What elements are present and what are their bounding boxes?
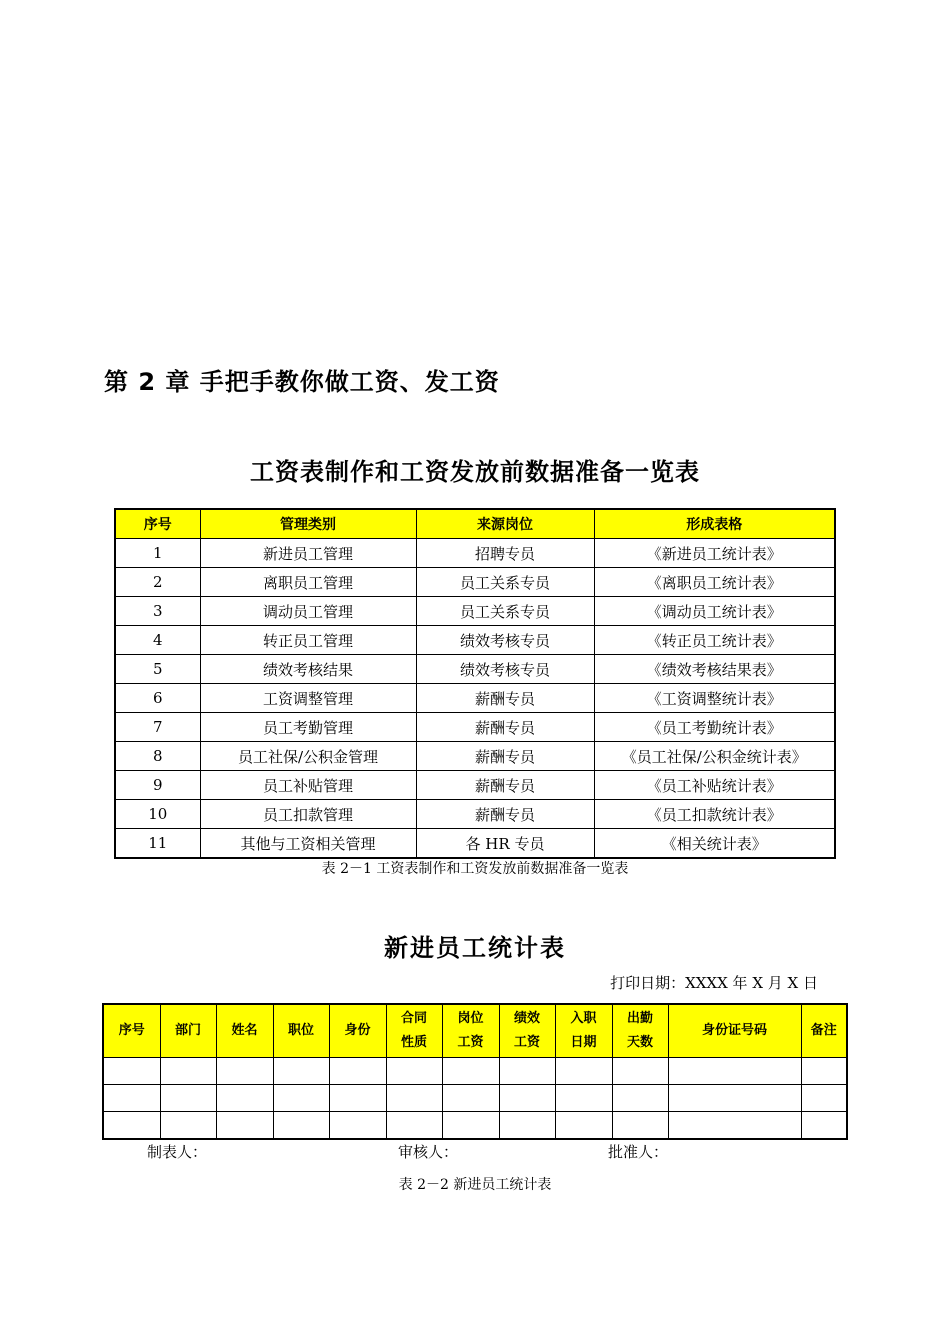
- table-row: [115, 539, 835, 568]
- header-text: 性质: [400, 1035, 427, 1050]
- cell-source-post: 薪酬专员: [416, 771, 594, 800]
- empty-cell: [442, 1058, 499, 1085]
- empty-cell: [329, 1058, 386, 1085]
- table-row: [115, 713, 835, 742]
- empty-cell: [499, 1085, 555, 1112]
- header-text: 天数: [626, 1035, 653, 1050]
- empty-cell: [555, 1085, 612, 1112]
- cell-index: 7: [115, 713, 200, 742]
- empty-cell: [801, 1058, 847, 1085]
- cell-index: 8: [115, 742, 200, 771]
- header-text: 工资: [513, 1035, 540, 1050]
- empty-cell: [668, 1085, 801, 1112]
- cell-index: 10: [115, 800, 200, 829]
- empty-cell: [612, 1085, 668, 1112]
- empty-cell: [329, 1085, 386, 1112]
- empty-cell: [386, 1112, 442, 1140]
- header-source-post: 来源岗位: [416, 509, 594, 539]
- cell-form: 《新进员工统计表》: [594, 539, 835, 568]
- header-cell: [499, 1004, 555, 1058]
- cell-form: 《员工考勤统计表》: [594, 713, 835, 742]
- cell-category: 员工扣款管理: [200, 800, 416, 829]
- cell-category: 员工考勤管理: [200, 713, 416, 742]
- table-row: [115, 655, 835, 684]
- maker-label: 制表人：: [147, 1143, 208, 1161]
- cell-source-post: 员工关系专员: [416, 597, 594, 626]
- cell-category: 新进员工管理: [200, 539, 416, 568]
- table-header-row: [103, 1004, 847, 1058]
- cell-source-post: 薪酬专员: [416, 684, 594, 713]
- cell-form: 《员工社保/公积金统计表》: [594, 742, 835, 771]
- cell-source-post: 绩效考核专员: [416, 655, 594, 684]
- table-row: [115, 771, 835, 800]
- cell-form: 《工资调整统计表》: [594, 684, 835, 713]
- table2-title: 新进员工统计表: [384, 933, 566, 962]
- cell-category: 绩效考核结果: [200, 655, 416, 684]
- empty-cell: [273, 1085, 329, 1112]
- header-category: 管理类别: [200, 509, 416, 539]
- empty-cell: [442, 1112, 499, 1140]
- cell-form: 《员工扣款统计表》: [594, 800, 835, 829]
- cell-category: 调动员工管理: [200, 597, 416, 626]
- empty-cell: [103, 1058, 160, 1085]
- header-text: 绩效: [513, 1011, 540, 1026]
- data-prep-table: [114, 508, 836, 859]
- table-row: [115, 742, 835, 771]
- cell-category: 员工社保/公积金管理: [200, 742, 416, 771]
- empty-cell: [499, 1112, 555, 1140]
- empty-cell: [555, 1112, 612, 1140]
- cell-source-post: 薪酬专员: [416, 800, 594, 829]
- header-cell: [160, 1004, 216, 1058]
- cell-index: 4: [115, 626, 200, 655]
- approver-label: 批准人：: [608, 1143, 669, 1161]
- cell-category: 转正员工管理: [200, 626, 416, 655]
- header-text: 身份证号码: [701, 1023, 767, 1038]
- cell-index: 2: [115, 568, 200, 597]
- empty-cell: [801, 1112, 847, 1140]
- header-cell: [273, 1004, 329, 1058]
- header-cell: [216, 1004, 273, 1058]
- cell-form: 《转正员工统计表》: [594, 626, 835, 655]
- chapter-title: 第 2 章 手把手教你做工资、发工资: [104, 368, 500, 396]
- cell-index: 6: [115, 684, 200, 713]
- cell-form: 《离职员工统计表》: [594, 568, 835, 597]
- empty-cell: [103, 1085, 160, 1112]
- empty-cell: [160, 1085, 216, 1112]
- header-cell: [103, 1004, 160, 1058]
- cell-category: 工资调整管理: [200, 684, 416, 713]
- cell-form: 《员工补贴统计表》: [594, 771, 835, 800]
- cell-form: 《相关统计表》: [594, 829, 835, 859]
- header-cell: [555, 1004, 612, 1058]
- header-text: 合同: [400, 1011, 427, 1026]
- cell-category: 员工补贴管理: [200, 771, 416, 800]
- cell-index: 3: [115, 597, 200, 626]
- header-cell: [668, 1004, 801, 1058]
- empty-cell: [442, 1085, 499, 1112]
- header-cell: [801, 1004, 847, 1058]
- empty-cell: [668, 1112, 801, 1140]
- table1-title: 工资表制作和工资发放前数据准备一览表: [250, 457, 700, 486]
- empty-cell: [216, 1085, 273, 1112]
- empty-cell: [386, 1085, 442, 1112]
- header-text: 工资: [457, 1035, 484, 1050]
- cell-source-post: 绩效考核专员: [416, 626, 594, 655]
- empty-cell: [216, 1058, 273, 1085]
- cell-category: 其他与工资相关管理: [200, 829, 416, 859]
- cell-source-post: 招聘专员: [416, 539, 594, 568]
- empty-cell: [386, 1058, 442, 1085]
- empty-cell: [801, 1085, 847, 1112]
- header-cell: [329, 1004, 386, 1058]
- cell-form: 《调动员工统计表》: [594, 597, 835, 626]
- empty-cell: [499, 1058, 555, 1085]
- empty-cell: [103, 1112, 160, 1140]
- cell-form: 《绩效考核结果表》: [594, 655, 835, 684]
- table-row: [115, 684, 835, 713]
- cell-source-post: 薪酬专员: [416, 713, 594, 742]
- empty-cell: [273, 1058, 329, 1085]
- header-cell: [442, 1004, 499, 1058]
- empty-cell: [668, 1058, 801, 1085]
- table-row: [115, 829, 835, 859]
- cell-source-post: 员工关系专员: [416, 568, 594, 597]
- header-text: 备注: [810, 1023, 837, 1038]
- header-text: 岗位: [457, 1011, 484, 1026]
- empty-cell: [612, 1058, 668, 1085]
- header-text: 部门: [174, 1023, 201, 1038]
- empty-cell: [160, 1058, 216, 1085]
- header-index: 序号: [115, 509, 200, 539]
- table-row: [115, 568, 835, 597]
- header-text: 职位: [287, 1023, 314, 1038]
- table-row: [103, 1112, 847, 1140]
- cell-index: 9: [115, 771, 200, 800]
- empty-cell: [329, 1112, 386, 1140]
- table-row: [103, 1085, 847, 1112]
- header-cell: [386, 1004, 442, 1058]
- table-row: [103, 1058, 847, 1085]
- new-employee-table: [102, 1003, 848, 1140]
- cell-source-post: 薪酬专员: [416, 742, 594, 771]
- print-date: 打印日期：XXXX 年 X 月 X 日: [610, 974, 818, 992]
- cell-index: 11: [115, 829, 200, 859]
- header-text: 序号: [118, 1023, 145, 1038]
- header-text: 出勤: [626, 1011, 653, 1026]
- cell-index: 5: [115, 655, 200, 684]
- empty-cell: [216, 1112, 273, 1140]
- table-row: [115, 800, 835, 829]
- cell-source-post: 各 HR 专员: [416, 829, 594, 859]
- table2-caption: 表 2－2 新进员工统计表: [398, 1177, 552, 1193]
- cell-index: 1: [115, 539, 200, 568]
- header-text: 日期: [570, 1035, 597, 1050]
- table-header-row: [115, 509, 835, 539]
- reviewer-label: 审核人：: [398, 1143, 459, 1161]
- table-row: [115, 597, 835, 626]
- cell-category: 离职员工管理: [200, 568, 416, 597]
- header-text: 入职: [570, 1011, 597, 1026]
- header-text: 身份: [344, 1023, 371, 1038]
- empty-cell: [273, 1112, 329, 1140]
- header-form: 形成表格: [594, 509, 835, 539]
- header-cell: [612, 1004, 668, 1058]
- empty-cell: [160, 1112, 216, 1140]
- header-text: 姓名: [231, 1023, 258, 1038]
- table1-caption: 表 2－1 工资表制作和工资发放前数据准备一览表: [321, 861, 629, 877]
- empty-cell: [612, 1112, 668, 1140]
- empty-cell: [555, 1058, 612, 1085]
- table-row: [115, 626, 835, 655]
